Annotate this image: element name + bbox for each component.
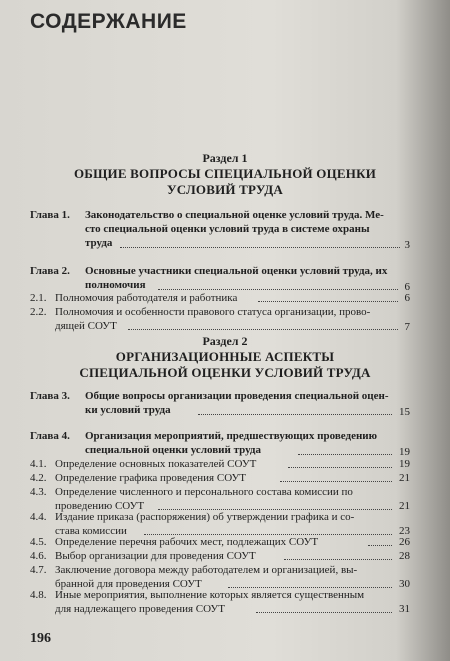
leader-dots xyxy=(298,453,392,455)
entry-title-line: Заключение договора между работодателем и организацией, вы- xyxy=(55,564,358,576)
entry-title-line: Определение перечня рабочих мест, подлежащих СОУТ xyxy=(55,536,319,548)
entry-title-line: Основные участники специальной оценки условий труда, их xyxy=(85,265,388,277)
leader-dots xyxy=(198,413,392,415)
entry-label: 4.6. xyxy=(30,550,47,562)
section-1-header xyxy=(40,151,410,198)
entry-title-line: полномочия xyxy=(85,279,146,291)
section-number: Раздел 2 xyxy=(202,334,248,348)
entry-title-line: Определение основных показателей СОУТ xyxy=(55,458,257,470)
toc-entry-4-8[interactable] xyxy=(30,588,410,616)
toc-entry-4-4[interactable] xyxy=(30,510,410,538)
leader-dots xyxy=(258,300,398,302)
toc-entry-2-2[interactable] xyxy=(30,305,410,335)
toc-entry-chapter-1[interactable] xyxy=(30,208,410,252)
page-ref: 31 xyxy=(399,603,410,615)
page-ref: 7 xyxy=(404,321,410,333)
entry-label: 2.2. xyxy=(30,306,47,318)
page-number: 196 xyxy=(30,631,51,646)
toc-entry-chapter-3[interactable] xyxy=(30,389,410,419)
toc-entry-2-1[interactable] xyxy=(30,291,410,305)
page-ref: 6 xyxy=(404,281,410,293)
entry-title-line: става комиссии xyxy=(55,525,127,537)
entry-label: 4.8. xyxy=(30,589,47,601)
entry-label: Глава 3. xyxy=(30,390,70,402)
entry-label: 4.4. xyxy=(30,511,47,523)
contents-heading: СОДЕРЖАНИЕ xyxy=(30,10,187,33)
toc-entry-4-2[interactable] xyxy=(30,471,410,485)
leader-dots xyxy=(158,288,398,290)
entry-title-line: бранной для проведения СОУТ xyxy=(55,578,202,590)
entry-title-line: Иные мероприятия, выполнение которых является существенным xyxy=(55,589,365,601)
entry-title-line: для надлежащего проведения СОУТ xyxy=(55,603,225,615)
section-title-line: ОРГАНИЗАЦИОННЫЕ АСПЕКТЫ xyxy=(115,349,335,364)
toc-entry-chapter-4[interactable] xyxy=(30,429,410,459)
page-ref: 28 xyxy=(399,550,410,562)
page-ref: 23 xyxy=(399,525,410,537)
toc-entry-4-5[interactable] xyxy=(30,535,410,549)
entry-label: Глава 4. xyxy=(30,430,70,442)
toc-entry-chapter-2[interactable] xyxy=(30,264,410,294)
toc-entry-4-6[interactable] xyxy=(30,549,410,563)
entry-label: 4.3. xyxy=(30,486,47,498)
toc-entry-4-3[interactable] xyxy=(30,485,410,513)
page-ref: 21 xyxy=(399,500,410,512)
leader-dots xyxy=(368,544,392,546)
entry-label: 4.2. xyxy=(30,472,47,484)
leader-dots xyxy=(256,611,392,613)
section-2-header xyxy=(40,334,410,381)
section-title-line: ОБЩИЕ ВОПРОСЫ СПЕЦИАЛЬНОЙ ОЦЕНКИ xyxy=(73,166,377,181)
entry-label: 4.5. xyxy=(30,536,47,548)
entry-label: 4.1. xyxy=(30,458,47,470)
entry-label: Глава 1. xyxy=(30,209,70,221)
entry-title-line: Полномочия работодателя и работника xyxy=(55,292,238,304)
section-number: Раздел 1 xyxy=(202,151,248,165)
entry-title-line: сто специальной оценки условий труда в системе охраны xyxy=(85,223,370,235)
leader-dots xyxy=(284,558,392,560)
entry-label: 2.1. xyxy=(30,292,47,304)
toc-entry-4-7[interactable] xyxy=(30,563,410,591)
entry-title-line: ки условий труда xyxy=(85,404,171,416)
leader-dots xyxy=(288,466,392,468)
leader-dots xyxy=(120,246,400,248)
page-ref: 19 xyxy=(399,446,410,458)
leader-dots xyxy=(280,480,392,482)
entry-title-line: Издание приказа (распоряжения) об утверждении графика и со- xyxy=(55,511,355,523)
page-ref: 26 xyxy=(399,536,410,548)
entry-title-line: Выбор организации для проведения СОУТ xyxy=(55,550,256,562)
entry-label: 4.7. xyxy=(30,564,47,576)
page-ref: 15 xyxy=(399,406,410,418)
entry-title-line: Общие вопросы организации проведения специальной оцен- xyxy=(85,390,389,402)
page-ref: 3 xyxy=(404,239,410,251)
page-ref: 21 xyxy=(399,472,410,484)
entry-title-line: Законодательство о специальной оценке условий труда. Ме- xyxy=(85,209,384,221)
entry-title-line: Определение численного и персонального состава комиссии по xyxy=(55,486,353,498)
entry-label: Глава 2. xyxy=(30,265,70,277)
entry-title-line: проведению СОУТ xyxy=(55,500,145,512)
section-title-line: УСЛОВИЙ ТРУДА xyxy=(167,182,283,197)
entry-title-line: Определение графика проведения СОУТ xyxy=(55,472,247,484)
section-title-line: СПЕЦИАЛЬНОЙ ОЦЕНКИ УСЛОВИЙ ТРУДА xyxy=(79,365,371,380)
page-ref: 30 xyxy=(399,578,410,590)
leader-dots xyxy=(128,328,398,330)
page-ref: 19 xyxy=(399,458,410,470)
toc-entry-4-1[interactable] xyxy=(30,457,410,471)
entry-title-line: труда xyxy=(85,237,113,249)
entry-title-line: Организация мероприятий, предшествующих проведению xyxy=(85,430,378,442)
entry-title-line: специальной оценки условий труда xyxy=(85,444,261,456)
page-ref: 6 xyxy=(404,292,410,304)
entry-title-line: дящей СОУТ xyxy=(55,320,117,332)
entry-title-line: Полномочия и особенности правового статуса организации, прово- xyxy=(55,306,371,318)
